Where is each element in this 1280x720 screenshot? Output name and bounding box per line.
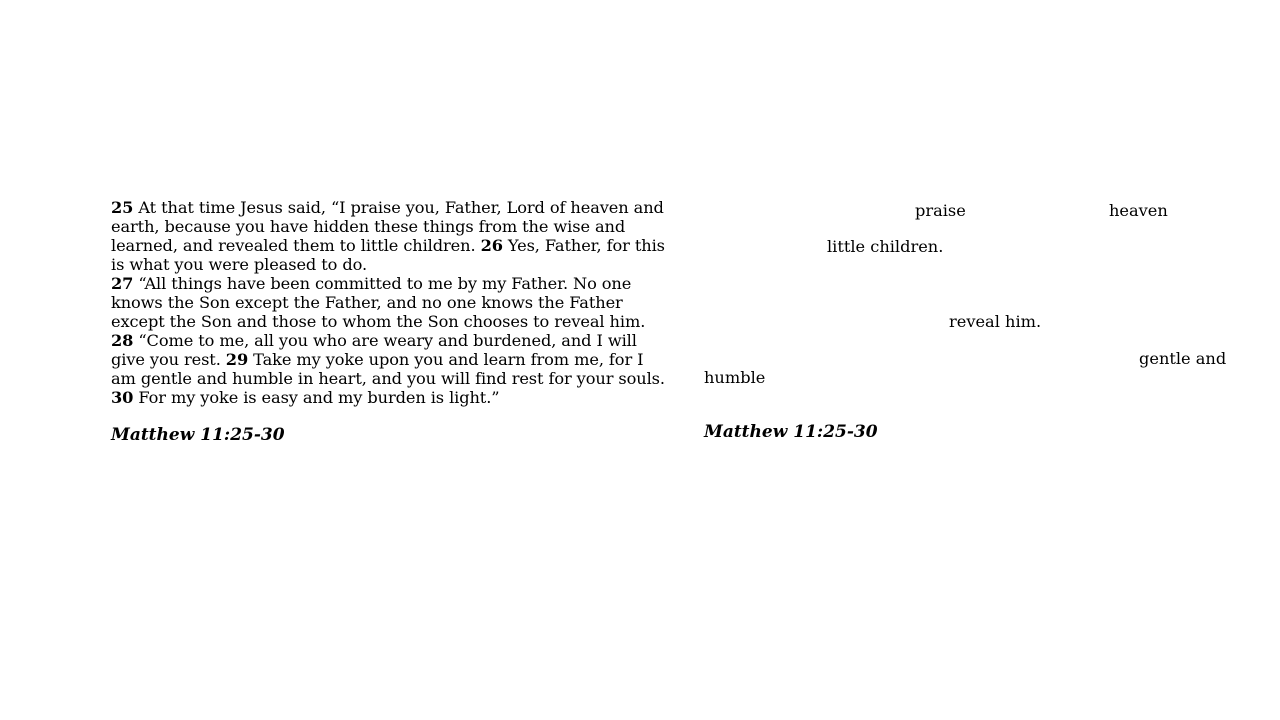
verse-text: For my yoke is easy and my burden is light.” [133,388,500,407]
keyword-reveal-him: reveal him. [949,312,1042,331]
verse-text: Take my yoke upon you and learn from me, for I am gentle and humble in heart, and you will find rest for your souls. [111,350,665,388]
passage-text [111,198,671,407]
scripture-reference: Matthew 11:25-30 [111,425,285,445]
verse-number: 28 [111,331,134,350]
verse-number: 25 [111,198,134,217]
keyword-gentle-and: gentle and [1139,349,1227,368]
verse-number: 27 [111,274,134,293]
keyword-little-children: little children. [827,237,944,256]
verse-paragraph [111,274,671,331]
verse-paragraph [111,331,671,407]
scripture-reference-keywords: Matthew 11:25-30 [704,422,878,442]
keyword-praise: praise [915,201,966,220]
verse-text: “All things have been committed to me by my Father. No one knows the Son except the Father, and no one knows the Father except the Son and those to whom the Son chooses to reveal him. [111,274,646,331]
keyword-humble: humble [704,368,766,387]
verse-text: “Come to me, all you who are weary and burdened, and I will give you rest. [111,331,637,369]
verse-text: Yes, Father, for this is what you were pleased to do. [111,236,665,274]
verse-number: 30 [111,388,134,407]
verse-text: At that time Jesus said, “I praise you, Father, Lord of heaven and earth, because you have hidden these things from the wise and learned, and revealed them to little children. [111,198,664,255]
keyword-heaven: heaven [1109,201,1168,220]
verse-number: 29 [225,350,249,369]
verse-number: 26 [480,236,503,255]
verse-paragraph [111,198,671,274]
